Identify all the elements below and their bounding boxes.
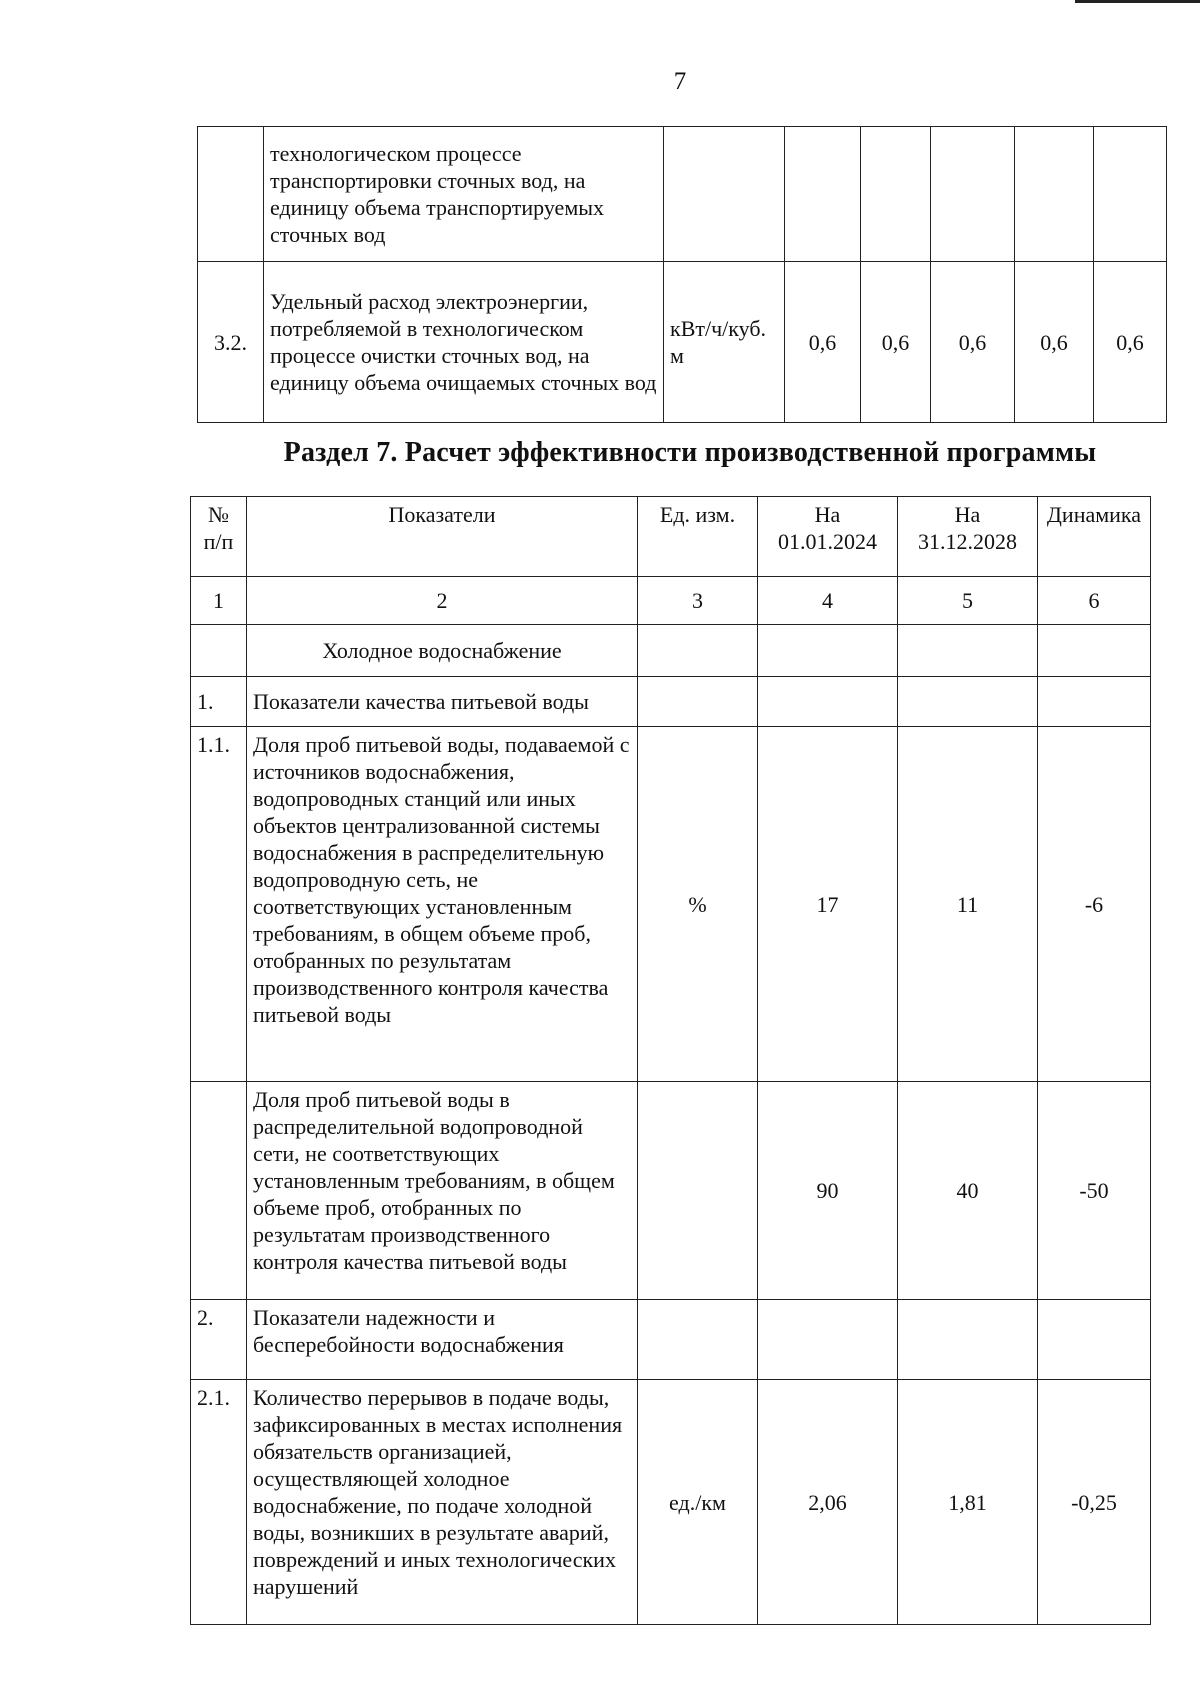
- indicator-text: Удельный расход электроэнергии, потребляемой в технологическом процессе очистки сточных вод, на единицу объема очищаемых сточных вод: [264, 262, 664, 423]
- table-row: [191, 625, 1151, 677]
- dynamics-value: -6: [1038, 727, 1151, 1082]
- header-num: № п/п: [191, 497, 247, 577]
- section-title: Раздел 7. Расчет эффективности производственной программы: [283, 437, 1097, 468]
- value-cell: [1094, 127, 1167, 262]
- end-value: 1,81: [898, 1380, 1038, 1625]
- header-indicator: Показатели: [247, 497, 638, 577]
- table-header: [191, 497, 1151, 577]
- header-start: На 01.01.2024: [758, 497, 898, 577]
- end-value: 40: [898, 1082, 1038, 1300]
- table-row: [191, 1300, 1151, 1380]
- indicator-text: Показатели надежности и бесперебойности водоснабжения: [247, 1300, 638, 1380]
- value-cell: [861, 127, 931, 262]
- column-index: 6: [1038, 577, 1151, 625]
- row-number: [191, 1082, 247, 1300]
- value-cell: 0,6: [1015, 262, 1094, 423]
- dynamics-value: [1038, 625, 1151, 677]
- unit-cell: [664, 127, 785, 262]
- dynamics-value: -50: [1038, 1082, 1151, 1300]
- dynamics-value: [1038, 677, 1151, 727]
- start-value: [758, 625, 898, 677]
- indicator-text: Показатели качества питьевой воды: [247, 677, 638, 727]
- indicator-text: Доля проб питьевой воды в распределительной водопроводной сети, не соответствующих установленным требованиям, в общем объеме проб, отобранных по результатам производственного контроля качества питьевой воды: [247, 1082, 638, 1300]
- unit-cell: [638, 1082, 758, 1300]
- dynamics-value: [1038, 1300, 1151, 1380]
- value-cell: 0,6: [1094, 262, 1167, 423]
- column-index: 1: [191, 577, 247, 625]
- value-cell: [1015, 127, 1094, 262]
- table-row: [198, 127, 1167, 262]
- unit-cell: ед./км: [638, 1380, 758, 1625]
- start-value: 17: [758, 727, 898, 1082]
- end-value: [898, 677, 1038, 727]
- column-index: 2: [247, 577, 638, 625]
- start-value: [758, 1300, 898, 1380]
- page-number: 7: [673, 68, 687, 95]
- column-index: 4: [758, 577, 898, 625]
- unit-cell: кВт/ч/куб. м: [664, 262, 785, 423]
- table-row: [191, 677, 1151, 727]
- column-index-row: [191, 577, 1151, 625]
- column-index: 3: [638, 577, 758, 625]
- value-cell: [785, 127, 861, 262]
- row-number: 2.: [191, 1300, 247, 1380]
- end-value: [898, 625, 1038, 677]
- row-number: [198, 127, 264, 262]
- unit-cell: [638, 677, 758, 727]
- indicator-text: Доля проб питьевой воды, подаваемой с источников водоснабжения, водопроводных станций или иных объектов централизованной системы водоснабжения в распределительную водопроводную сеть, не соответствующих установленным требованиям, в общем объеме проб, отобранных по результатам производственного контроля качества питьевой воды: [247, 727, 638, 1082]
- end-value: [898, 1300, 1038, 1380]
- dynamics-value: -0,25: [1038, 1380, 1151, 1625]
- indicator-text: технологическом процессе транспортировки сточных вод, на единицу объема транспортируемых сточных вод: [264, 127, 664, 262]
- unit-cell: [638, 625, 758, 677]
- row-number: [191, 625, 247, 677]
- start-value: 90: [758, 1082, 898, 1300]
- start-value: [758, 677, 898, 727]
- table-row: [198, 262, 1167, 423]
- table-row: [191, 1082, 1151, 1300]
- efficiency-table: [190, 496, 1151, 1625]
- row-number: 1.: [191, 677, 247, 727]
- row-number: 1.1.: [191, 727, 247, 1082]
- unit-cell: %: [638, 727, 758, 1082]
- unit-cell: [638, 1300, 758, 1380]
- row-number: 3.2.: [198, 262, 264, 423]
- value-cell: 0,6: [785, 262, 861, 423]
- end-value: 11: [898, 727, 1038, 1082]
- table-row: [191, 727, 1151, 1082]
- value-cell: 0,6: [861, 262, 931, 423]
- table-row: [191, 1380, 1151, 1625]
- header-unit: Ед. изм.: [638, 497, 758, 577]
- header-dynamics: Динамика: [1038, 497, 1151, 577]
- indicators-table-continued: [197, 126, 1167, 423]
- start-value: 2,06: [758, 1380, 898, 1625]
- indicator-text: Количество перерывов в подаче воды, зафиксированных в местах исполнения обязательств организацией, осуществляющей холодное водоснабжение, по подаче холодной воды, возникших в результате аварий, повреждений и иных технологических нарушений: [247, 1380, 638, 1625]
- top-rule: [1075, 0, 1200, 3]
- value-cell: [931, 127, 1015, 262]
- value-cell: 0,6: [931, 262, 1015, 423]
- column-index: 5: [898, 577, 1038, 625]
- section-heading: Холодное водоснабжение: [247, 625, 638, 677]
- header-end: На 31.12.2028: [898, 497, 1038, 577]
- row-number: 2.1.: [191, 1380, 247, 1625]
